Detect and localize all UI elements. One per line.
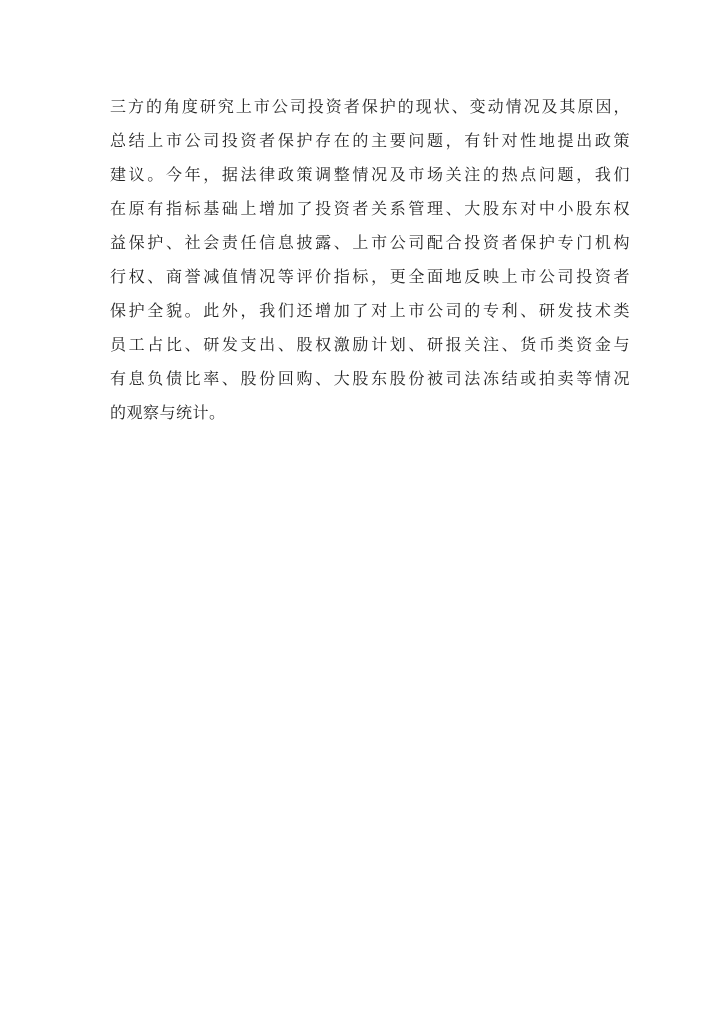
body-paragraph <box>110 90 630 430</box>
paragraph-line-4: 在原有指标基础上增加了投资者关系管理、大股东对中小股东权 <box>110 199 630 218</box>
paragraph-line-2: 总结上市公司投资者保护存在的主要问题，有针对性地提出政策 <box>110 131 630 150</box>
paragraph-line-8: 员工占比、研发支出、股权激励计划、研报关注、货币类资金与 <box>110 335 630 354</box>
paragraph-line-10: 的观察与统计。 <box>110 403 226 422</box>
paragraph-line-7: 保护全貌。此外，我们还增加了对上市公司的专利、研发技术类 <box>110 301 630 320</box>
paragraph-line-3: 建议。今年，据法律政策调整情况及市场关注的热点问题，我们 <box>110 165 630 184</box>
paragraph-line-1: 三方的角度研究上市公司投资者保护的现状、变动情况及其原因， <box>110 97 630 116</box>
paragraph-line-6: 行权、商誉减值情况等评价指标，更全面地反映上市公司投资者 <box>110 267 630 286</box>
paragraph-line-9: 有息负债比率、股份回购、大股东股份被司法冻结或拍卖等情况 <box>110 369 630 388</box>
paragraph-line-5: 益保护、社会责任信息披露、上市公司配合投资者保护专门机构 <box>110 233 630 252</box>
